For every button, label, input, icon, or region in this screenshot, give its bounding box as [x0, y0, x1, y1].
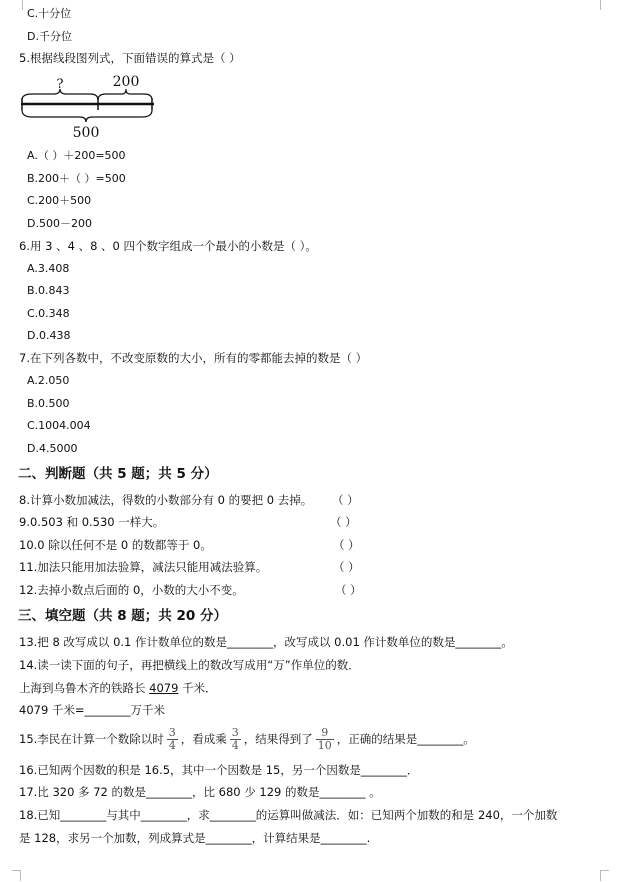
q7-option-c: C.1004.004 [27, 419, 91, 432]
brace-unknown [22, 89, 98, 100]
q10-answer-paren: （ ） [333, 538, 360, 552]
diagram-unknown-label: ? [56, 77, 64, 92]
q10-text: 10.0 除以任何不是 0 的数都等于 0。 [19, 538, 212, 552]
crop-mark-bottom-right [600, 870, 609, 881]
q6-option-d: D.0.438 [27, 329, 71, 342]
q13-text: 13.把 8 改写成以 0.1 作计数单位的数是________，改写成以 0.01 作计数单位的数是________。 [19, 635, 513, 649]
brace-part [98, 89, 152, 100]
crop-mark-top-right [600, 0, 611, 10]
q6-option-c: C.0.348 [27, 307, 70, 320]
diagram-total-label: 500 [72, 125, 100, 141]
q5-option-a: A.（ ）＋200=500 [27, 149, 126, 162]
q14-underlined-number: 4079 [149, 681, 179, 695]
q7-stem: 7.在下列各数中，不改变原数的大小，所有的零都能去掉的数是（ ） [19, 351, 368, 365]
q11-text: 11.加法只能用加法验算，减法只能用减法验算。 [19, 560, 268, 574]
q14-intro: 14.读一读下面的句子，再把横线上的数改写成用“万”作单位的数． [19, 658, 360, 672]
q7-option-b: B.0.500 [27, 397, 70, 410]
section-heading-judgement: 二、判断题（共 5 题；共 5 分） [18, 466, 218, 482]
section-heading-fill-blank: 三、填空题（共 8 题；共 20 分） [18, 608, 227, 624]
q7-option-a: A.2.050 [27, 374, 70, 387]
q14-sentence: 上海到乌鲁木齐的铁路长 4079 千米． [19, 681, 217, 695]
q9-text: 9.0.503 和 0.530 一样大。 [19, 515, 165, 529]
brace-total [22, 110, 152, 122]
q8-answer-paren: （ ） [332, 493, 359, 507]
diagram-part-label: 200 [112, 74, 140, 90]
q9-answer-paren: （ ） [330, 515, 357, 529]
q8-text: 8.计算小数加减法，得数的小数部分有 0 的要把 0 去掉。 [19, 493, 313, 507]
q15-text: 15.李民在计算一个数除以时 $\frac{3}{4}$ ，看成乘 $\frac{3}{4}$ ，结果得到了 $\frac{9}{10}$ ，正确的结果是________。 [19, 726, 475, 752]
q6-option-b: B.0.843 [27, 284, 70, 297]
q5-option-c: C.200＋500 [27, 194, 92, 207]
q17-text: 17.比 320 多 72 的数是________，比 680 少 129 的数是________ 。 [19, 785, 381, 799]
q7-option-d: D.4.5000 [27, 442, 78, 455]
line-segment-diagram [18, 70, 158, 142]
q5-stem: 5.根据线段图列式，下面错误的算式是（ ） [19, 51, 241, 65]
q12-answer-paren: （ ） [335, 583, 362, 597]
crop-mark-bottom-left [12, 870, 21, 881]
q4-option-c: C.十分位 [27, 7, 72, 20]
fraction-nine-tenths: $\frac{9}{10}$ [317, 726, 332, 752]
q5-option-d: D.500－200 [27, 217, 92, 230]
q6-stem: 6.用 3 、4 、8 、0 四个数字组成一个最小的小数是（ ）。 [19, 239, 317, 253]
crop-mark-top-left [12, 0, 23, 10]
q14-answer-line: 4079 千米=________万千米 [19, 703, 166, 717]
q18-line1: 18.已知________与其中________，求________的运算叫做减法．如：已知两个加数的和是 240，一个加数 [19, 808, 558, 822]
q4-option-d: D.千分位 [27, 30, 72, 43]
q12-text: 12.去掉小数点后面的 0，小数的大小不变。 [19, 583, 244, 597]
q16-text: 16.已知两个因数的积是 16.5，其中一个因数是 15，另一个因数是________． [19, 763, 419, 777]
q5-option-b: B.200＋（ ）=500 [27, 172, 126, 185]
q18-line2: 是 128，求另一个加数，列成算式是________，计算结果是________. [19, 831, 371, 845]
q11-answer-paren: （ ） [333, 560, 360, 574]
q6-option-a: A.3.408 [27, 262, 70, 275]
fraction-three-quarters-b: $\frac{3}{4}$ [231, 726, 239, 752]
fraction-three-quarters-a: $\frac{3}{4}$ [168, 726, 176, 752]
